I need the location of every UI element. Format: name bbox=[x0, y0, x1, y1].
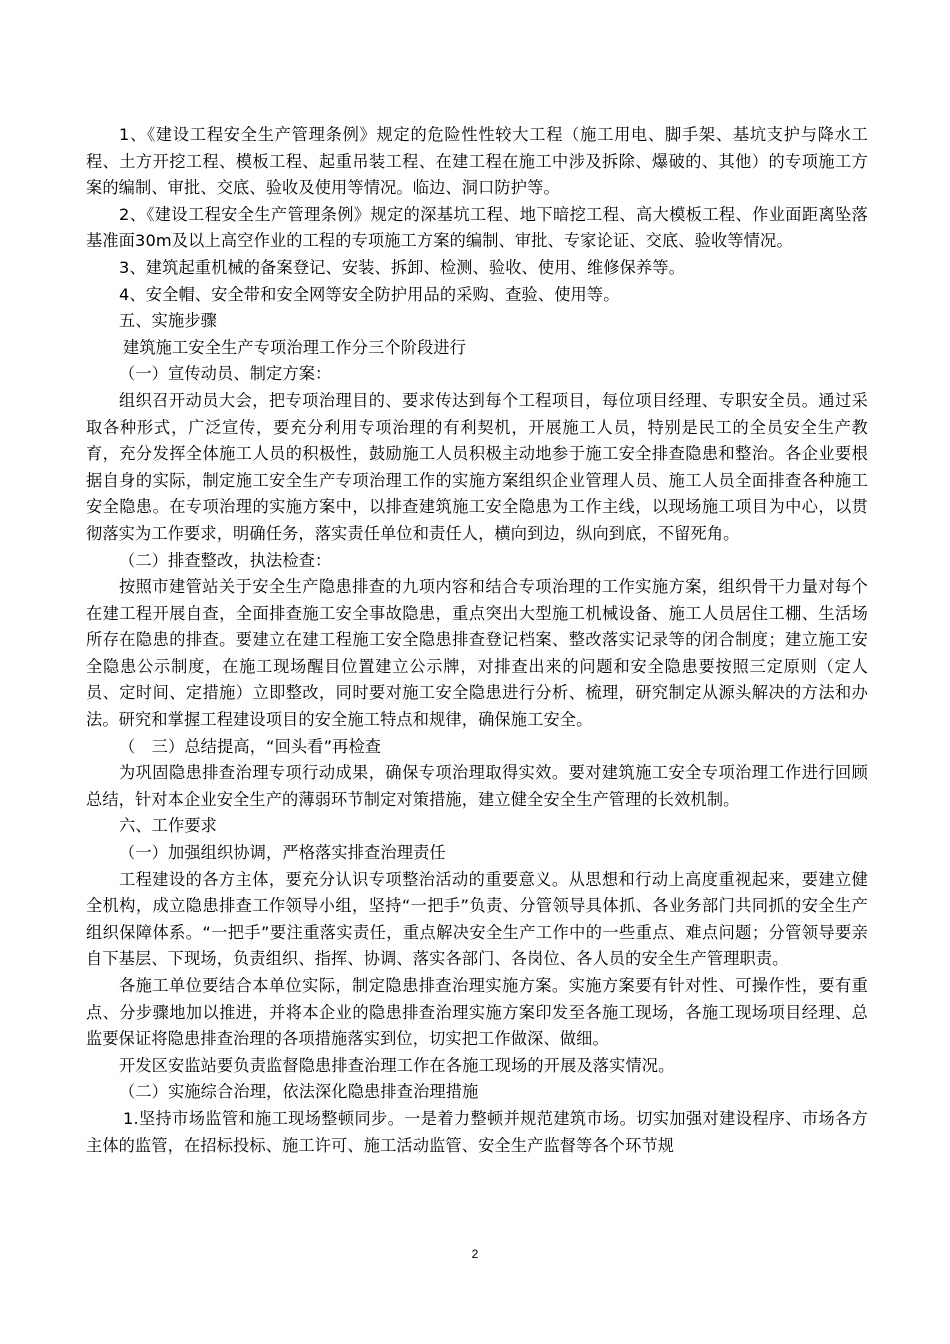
subsection-heading: （一）宣传动员、制定方案： bbox=[119, 364, 332, 384]
paragraph: 为巩固隐患排查治理专项行动成果，确保专项治理取得实效。要对建筑施工安全专项治理工作进行回顾总结，针对本企业安全生产的薄弱环节制定对策措施，建立健全安全生产管理的长效机制。 bbox=[86, 763, 868, 809]
paragraph: 建筑施工安全生产专项治理工作分三个阶段进行 bbox=[123, 337, 467, 357]
paragraph: 各施工单位要结合本单位实际，制定隐患排查治理实施方案。实施方案要有针对性、可操作性，要有重点、分步骤地加以推进，并将本企业的隐患排查治理实施方案印发至各施工现场，各施工现场项目经理、总监要保证将隐患排查治理的各项措施落实到位，切实把工作做深、做细。 bbox=[86, 976, 868, 1049]
paragraph: 1.坚持市场监管和施工现场整顿同步。一是着力整顿并规范建筑市场。切实加强对建设程序、市场各方主体的监管，在招标投标、施工许可、施工活动监管、安全生产监督等各个环节规 bbox=[86, 1108, 868, 1155]
paragraph: 1、《建设工程安全生产管理条例》规定的危险性性较大工程（施工用电、脚手架、基坑支护与降水工程、土方开挖工程、模板工程、起重吊装工程、在建工程在施工中涉及拆除、爆破的、其他）的专项施工方案的编制、审批、交底、验收及使用等情况。临边、洞口防护等。 bbox=[86, 125, 868, 198]
subsection-heading: （二）排查整改，执法检查： bbox=[119, 550, 332, 570]
paragraph: 3、建筑起重机械的备案登记、安装、拆卸、检测、验收、使用、维修保养等。 bbox=[119, 257, 685, 277]
paragraph: 工程建设的各方主体，要充分认识专项整治活动的重要意义。从思想和行动上高度重视起来，要建立健全机构，成立隐患排查工作领导小组，坚持“一把手”负责、分管领导具体抓、各业务部门共同抓的安全生产组织保障体系。“一把手”要注重落实责任，重点解决安全生产工作中的一些重点、难点问题；分管领导要亲自下基层、下现场，负责组织、指挥、协调、落实各部门、各岗位、各人员的安全生产管理职责。 bbox=[86, 869, 868, 969]
subsection-heading: （一）加强组织协调，严格落实排查治理责任 bbox=[119, 843, 446, 863]
document-body bbox=[86, 122, 868, 1159]
section-heading: 五、实施步骤 bbox=[119, 311, 218, 331]
subsection-heading: （二）实施综合治理，依法深化隐患排查治理措施 bbox=[119, 1082, 479, 1102]
page-number: 2 bbox=[471, 1247, 479, 1261]
paragraph: 2、《建设工程安全生产管理条例》规定的深基坑工程、地下暗挖工程、高大模板工程、作业面距离坠落基准面30m及以上高空作业的工程的专项施工方案的编制、审批、专家论证、交底、验收等情况。 bbox=[86, 204, 868, 251]
paragraph: 按照市建管站关于安全生产隐患排查的九项内容和结合专项治理的工作实施方案，组织骨干力量对每个在建工程开展自查，全面排查施工安全事故隐患，重点突出大型施工机械设备、施工人员居住工棚、生活场所存在隐患的排查。要建立在建工程施工安全隐患排查登记档案、整改落实记录等的闭合制度；建立施工安全隐患公示制度，在施工现场醒目位置建立公示牌，对排查出来的问题和安全隐患要按照三定原则（定人员、定时间、定措施）立即整改，同时要对施工安全隐患进行分析、梳理，研究制定从源头解决的方法和办法。研究和掌握工程建设项目的安全施工特点和规律，确保施工安全。 bbox=[86, 577, 868, 730]
paragraph: 组织召开动员大会，把专项治理目的、要求传达到每个工程项目，每位项目经理、专职安全员。通过采取各种形式，广泛宣传，要充分利用专项治理的有利契机，开展施工人员，特别是民工的全员安全生产教育，充分发挥全体施工人员的积极性，鼓励施工人员积极主动地参于施工安全排查隐患和整治。各企业要根据自身的实际，制定施工安全生产专项治理工作的实施方案组织企业管理人员、施工人员全面排查各种施工安全隐患。在专项治理的实施方案中，以排查建筑施工安全隐患为工作主线，以现场施工项目为中心，以贯彻落实为工作要求，明确任务，落实责任单位和责任人，横向到边，纵向到底，不留死角。 bbox=[86, 390, 868, 543]
subsection-heading: （ 三）总结提高，“回头看”再检查 bbox=[119, 736, 382, 756]
paragraph: 4、安全帽、安全带和安全网等安全防护用品的采购、查验、使用等。 bbox=[119, 284, 620, 304]
section-heading: 六、工作要求 bbox=[119, 816, 218, 836]
paragraph: 开发区安监站要负责监督隐患排查治理工作在各施工现场的开展及落实情况。 bbox=[119, 1055, 675, 1075]
